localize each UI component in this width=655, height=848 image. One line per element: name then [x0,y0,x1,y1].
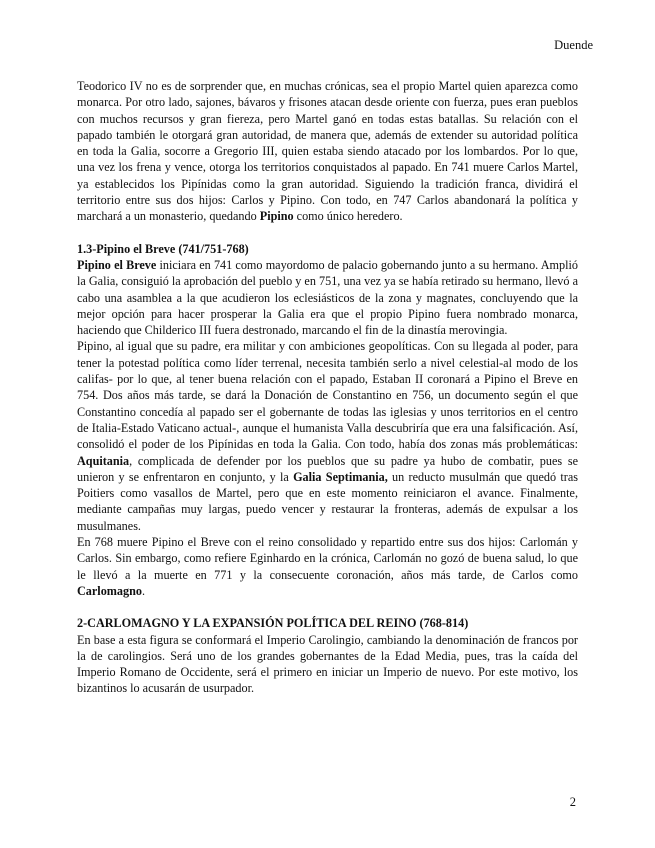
page-header: Duende [554,38,593,52]
pipino-p2-text-2: , complicada de defender por los pueblos que su padre ya hubo de combatir, pues se unieron y se enfrentaron en conjunto, y la [77,453,578,484]
pipino-paragraph-3 [77,534,578,599]
pipino-paragraph-1 [77,257,578,338]
aquitania-bold: Aquitania [77,453,130,468]
pipino-bold: Pipino [259,209,294,224]
document-body [77,78,578,697]
galia-septimania-bold: Galia Septimania, [293,469,388,484]
pipino-paragraph-2 [77,338,578,534]
carlomagno-bold: Carlomagno [77,583,142,598]
intro-paragraph [77,78,578,225]
pipino-p1-text: iniciara en 741 como mayordomo de palacio gobernando junto a su hermano. Amplió la Galia, consiguió la aprobación del pueblo y en 751, una vez ya se había retirado su hermano, llevó a cabo una asamblea a la que acudieron los eclesiásticos de la zona y magnates, concluyendo que la mejor opción para hacer prosperar la Galia era que el propio Pipino fuera nombrado monarca, haciendo que Childerico III fuera destronado, marcando el fin de la dinastía merovingia. [77,257,578,338]
pipino-p2-text: Pipino, al igual que su padre, era militar y con ambiciones geopolíticas. Con su llegada al poder, para tener la potestad política como líder terrenal, necesita también serlo a nivel celestial-al modo de los califas- por lo que, al tener buena relación con el papado, Estaban II coronará a Pipino el Breve en 754. Dos años más tarde, se dará la Donación de Constantino en 756, un documento según el que Constantino concedía al papado ser el gobernante de todas las iglesias y unos territorios en el centro de Italia-Estado Vaticano actual-, aunque el humanista Valla descubriría que era una falsificación. Así, consolidó el poder de los Pipínidas en toda la Galia. Con todo, había dos zonas más problemáticas: [77,339,578,452]
page-number: 2 [569,795,576,809]
intro-text: Teodorico IV no es de sorprender que, en muchas crónicas, sea el propio Martel quien aparezca como monarca. Por otro lado, sajones, bávaros y frisones atacan desde oriente con fuerza, pues eran pueblos con muchos recursos y gran fiereza, pero Martel ganó en todas estas batallas. Su relación con el papado también le otorgará gran autoridad, de manera que, además de extender su autoridad política en toda la Galia, socorre a Gregorio III, quien estaba siendo atacado por los lombardos. Por lo que, una vez los frena y vence, otorga los territorios conquistados al papado. En 741 muere Carlos Martel, ya establecidos los Pipínidas como la gran autoridad. Siguiendo la tradición franca, dividirá el territorio entre sus dos hijos: Carlos y Pipino. Con todo, en 747 Carlos abandonará la política y marchará a un monasterio, quedando [77,79,578,224]
section-heading-carlomagno: 2-CARLOMAGNO Y LA EXPANSIÓN POLÍTICA DEL REINO (768-814) [77,616,469,631]
pipino-p3-end: . [142,583,146,598]
section-heading-pipino: 1.3-Pipino el Breve (741/751-768) [77,241,249,256]
pipino-p3-text: En 768 muere Pipino el Breve con el reino consolidado y repartido entre sus dos hijos: Carlomán y Carlos. Sin embargo, como refiere Eginhardo en la crónica, Carlomán no gozó de buena salud, lo que le llevó a la muerte en 771 y la consecuente coronación, años más tarde, de Carlos como [77,535,578,582]
pipino-p2-text-3: un reducto musulmán que quedó tras Poitiers como vasallos de Martel, pero que en este momento reiniciaron el avance. Finalmente, mediante campañas muy largas, puedo vencer y restaurar la fronteras, además de expulsar a los musulmanes. [77,469,578,533]
pipino-breve-bold: Pipino el Breve [77,257,157,272]
intro-text-end: como único heredero. [293,209,403,224]
carlomagno-paragraph: En base a esta figura se conformará el Imperio Carolingio, cambiando la denominación de francos por la de carolingios. Será uno de los grandes gobernantes de la Edad Media, pues, tras la caída del Imperio Romano de Occidente, será el primero en iniciar un Imperio de nuevo. Por este motivo, los bizantinos lo acusarán de usurpador. [77,632,578,696]
